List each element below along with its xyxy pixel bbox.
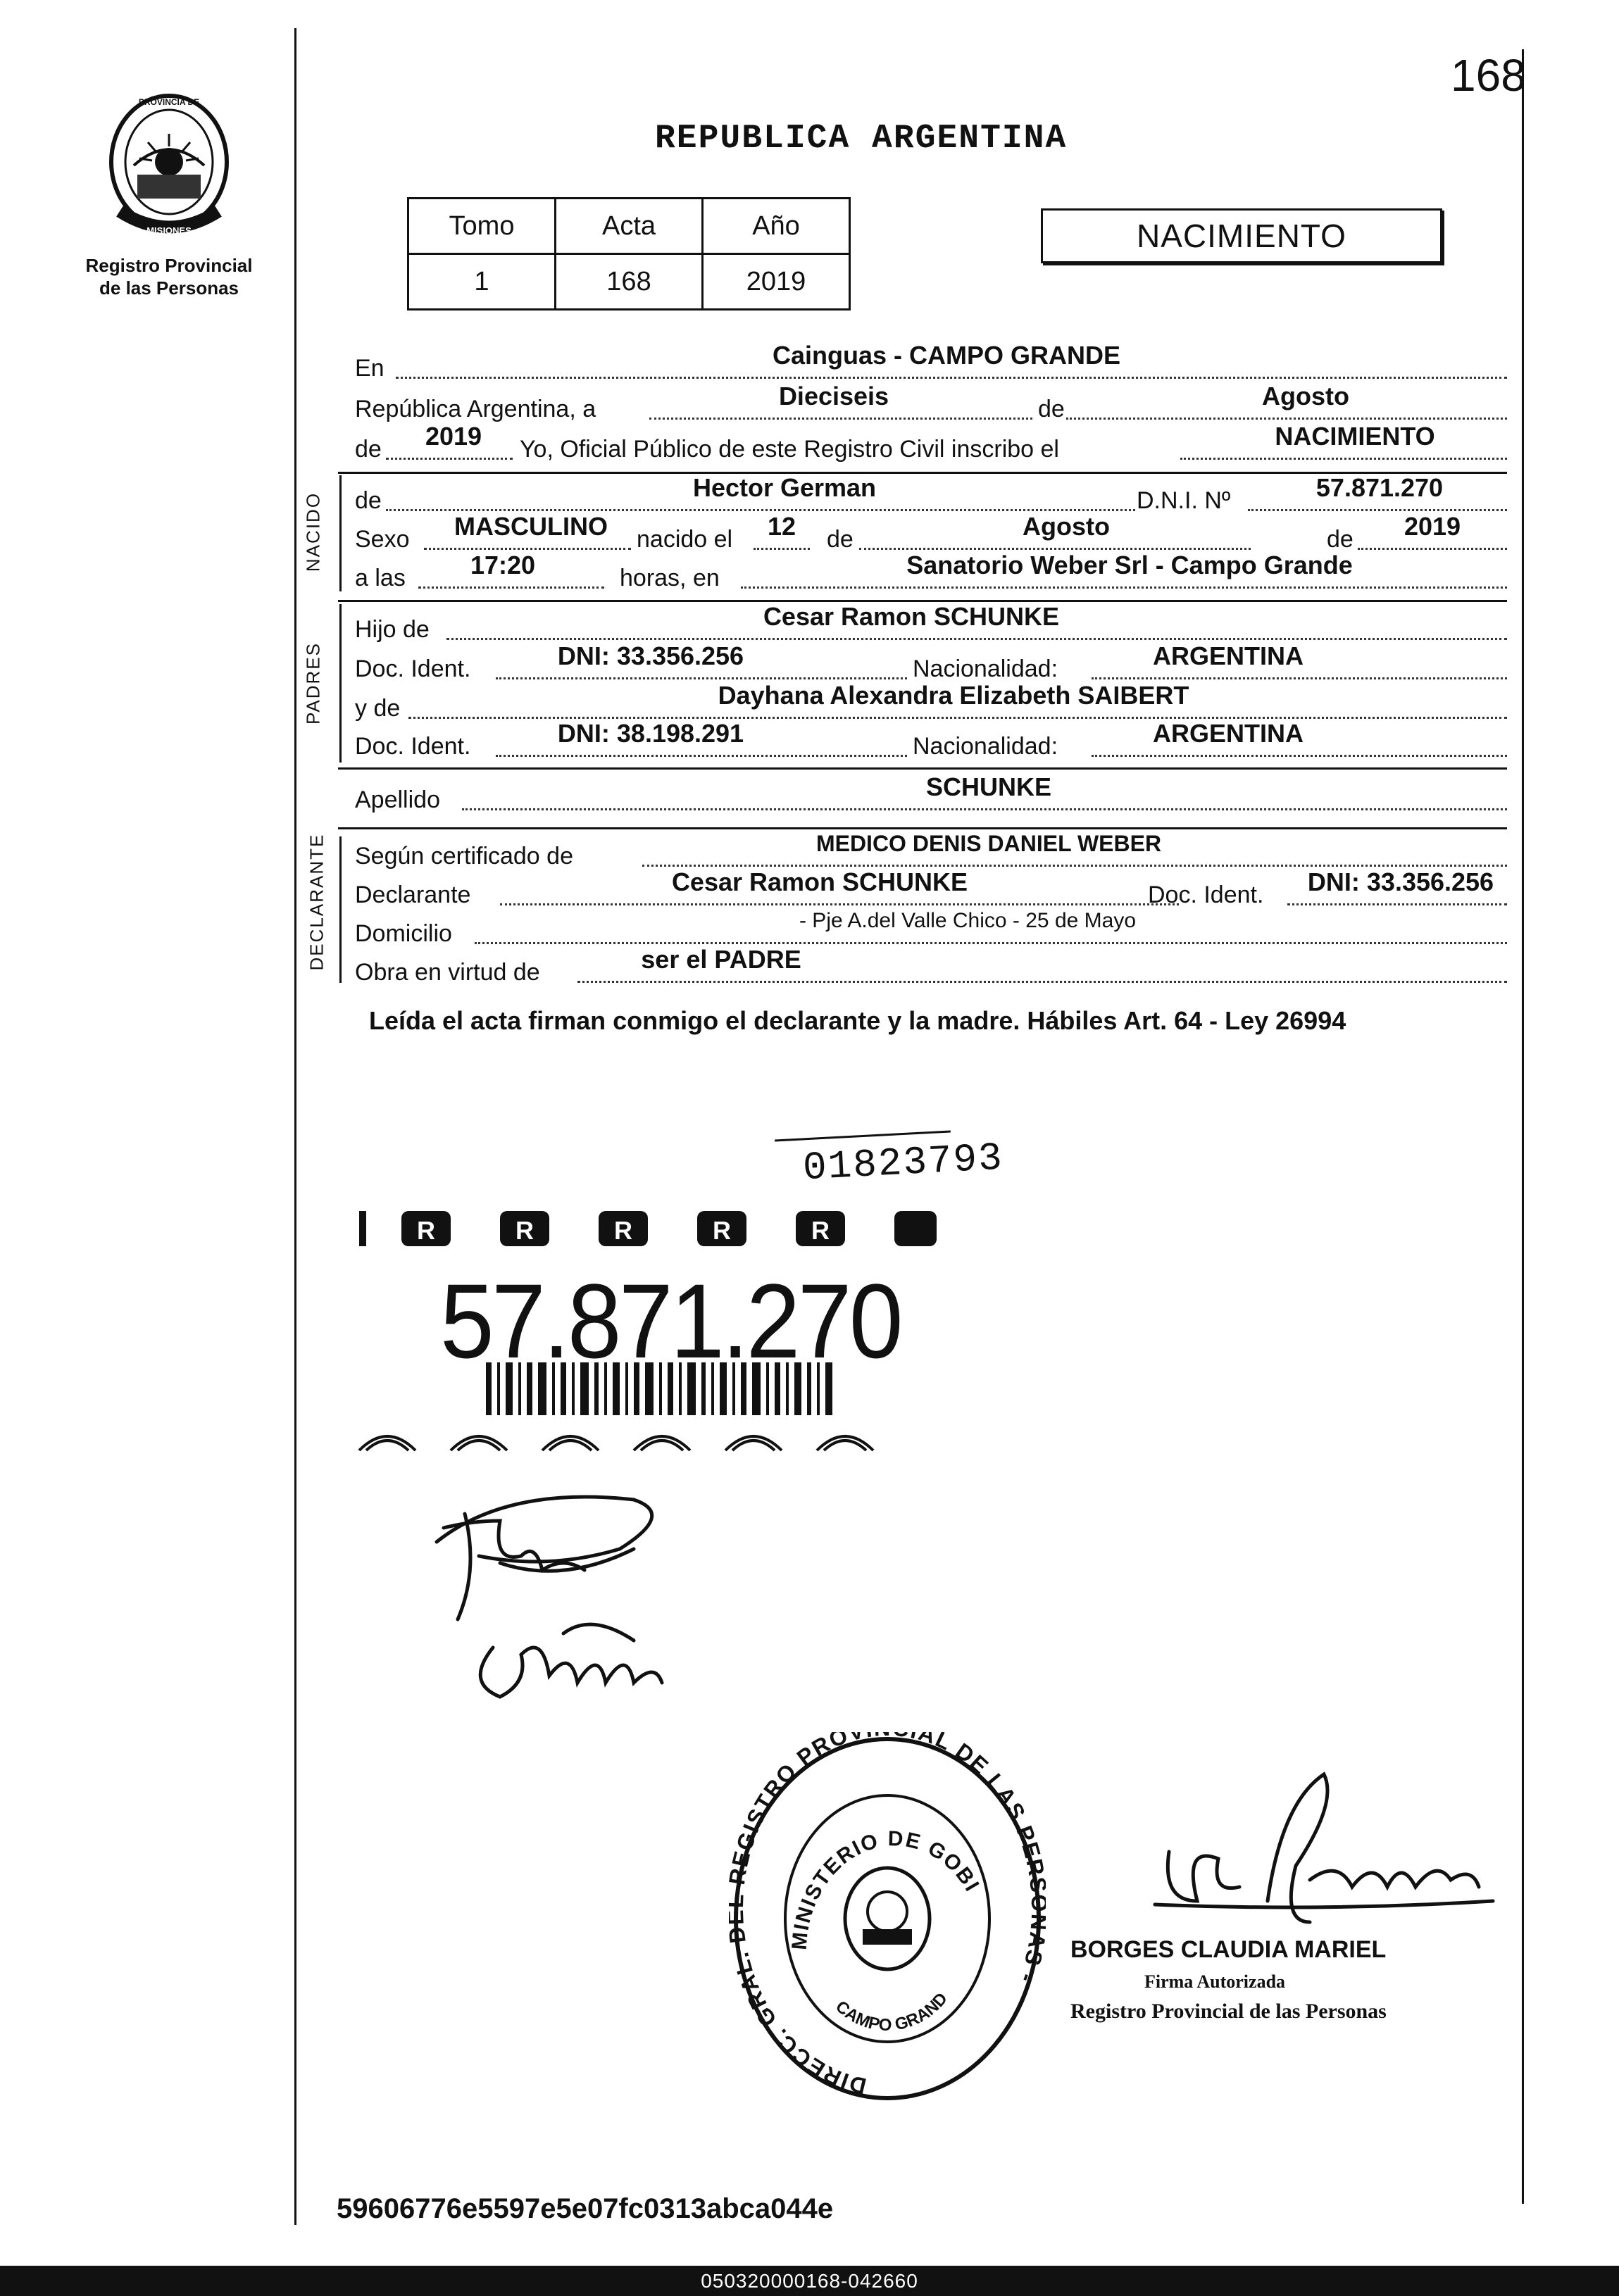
- seal-outer-text: DIRECC. GRAL. EGISTRO PRO AL DE LAS PE S -: [729, 1732, 1046, 2100]
- value-mother-doc: DNI: 38.198.291: [557, 719, 744, 748]
- registry-table: [407, 197, 851, 310]
- label-a-las: a las: [355, 565, 406, 591]
- nacido-label: NACIDO: [302, 491, 324, 572]
- label-horas: horas, en: [620, 565, 720, 591]
- registry-header-ano: Año: [703, 199, 850, 254]
- value-mother-name: Dayhana Alexandra Elizabeth SAIBERT: [718, 681, 1189, 710]
- dotted-line: [1180, 458, 1507, 460]
- dotted-line: [649, 418, 1032, 420]
- declarante-bar: [339, 836, 342, 983]
- value-sexo: MASCULINO: [454, 512, 608, 541]
- label-nacido-el: nacido el: [637, 526, 733, 553]
- label-y-de: y de: [355, 695, 401, 722]
- svg-text:R: R: [713, 1216, 731, 1245]
- value-domicilio: - Pje A.del Valle Chico - 25 de Mayo: [799, 909, 1137, 932]
- section-divider: [338, 767, 1507, 770]
- declarante-label: DECLARANTE: [306, 833, 327, 971]
- svg-text:R: R: [417, 1216, 435, 1245]
- value-certificado: MEDICO DENIS DANIEL WEBER: [815, 831, 1162, 856]
- value-child-dni: 57.871.270: [1315, 473, 1444, 502]
- value-mother-nationality: ARGENTINA: [1153, 719, 1304, 748]
- label-apellido: Apellido: [355, 786, 440, 813]
- signer-office: Registro Provincial de las Personas: [1070, 2000, 1387, 2023]
- dotted-line: [462, 808, 1507, 810]
- dotted-line: [1092, 677, 1507, 679]
- country-title: REPUBLICA ARGENTINA: [655, 120, 1068, 158]
- dotted-line: [496, 677, 907, 679]
- dotted-line: [1287, 903, 1507, 905]
- logo-caption-2: de las Personas: [99, 277, 239, 299]
- dotted-line: [741, 586, 1507, 589]
- value-birth-month: Agosto: [1023, 512, 1110, 541]
- record-type-box: NACIMIENTO: [1041, 208, 1442, 263]
- control-number: 01823793: [801, 1135, 1005, 1191]
- right-margin-rule: [1522, 49, 1524, 2204]
- label-nacionalidad: Nacionalidad:: [913, 655, 1058, 682]
- nacido-bar: [339, 475, 342, 591]
- value-month: Agosto: [1262, 382, 1349, 410]
- label-doc-ident: Doc. Ident.: [355, 733, 471, 760]
- signature-declarante: [423, 1472, 704, 1718]
- label-en: En: [355, 355, 385, 382]
- label-obra: Obra en virtud de: [355, 959, 540, 986]
- value-birth-time: 17:20: [470, 551, 536, 579]
- value-birth-year: 2019: [1404, 512, 1461, 541]
- registry-value-tomo: 1: [408, 254, 556, 310]
- dotted-line: [577, 981, 1507, 983]
- dotted-line: [418, 586, 604, 589]
- registry-header-acta: Acta: [556, 199, 703, 254]
- value-act: NACIMIENTO: [1275, 422, 1435, 451]
- label-doc-ident: Doc. Ident.: [355, 655, 471, 682]
- padres-bar: [339, 604, 342, 763]
- dotted-line: [396, 377, 1507, 379]
- label-de-2: de: [355, 436, 382, 463]
- registry-value-ano: 2019: [703, 254, 850, 310]
- left-margin-rule: [294, 28, 296, 2225]
- page-number: 168: [1451, 50, 1526, 101]
- value-father-doc: DNI: 33.356.256: [557, 641, 744, 670]
- padres-label: PADRES: [302, 642, 324, 724]
- registry-value-acta: 168: [556, 254, 703, 310]
- closing-statement: Leída el acta firman conmigo el declarante y la madre. Hábiles Art. 64 - Ley 26994: [369, 1006, 1346, 1035]
- signature-authorized: [1141, 1760, 1507, 1943]
- official-seal: [729, 1732, 1046, 2105]
- label-nacionalidad: Nacionalidad:: [913, 733, 1058, 760]
- value-year: 2019: [425, 422, 482, 451]
- value-father-name: Cesar Ramon SCHUNKE: [763, 602, 1060, 631]
- logo-ring-top: PROVINCIA DE: [138, 97, 200, 107]
- id-sticker-number: 57.871.270: [440, 1262, 901, 1380]
- value-birth-day: 12: [767, 512, 796, 541]
- value-birth-place: Sanatorio Weber Srl - Campo Grande: [906, 551, 1353, 579]
- logo-caption-1: Registro Provincial: [85, 255, 253, 276]
- signer-name: BORGES CLAUDIA MARIEL: [1070, 1936, 1387, 1963]
- seal-bottom-text: CAMPO GRAND: [832, 1989, 951, 2035]
- value-apellido: SCHUNKE: [925, 772, 1051, 801]
- svg-text:R: R: [811, 1216, 830, 1245]
- svg-text:R: R: [614, 1216, 632, 1245]
- value-declarante-name: Cesar Ramon SCHUNKE: [671, 867, 968, 896]
- label-hijo-de: Hijo de: [355, 616, 430, 643]
- seal-inner-text: MINISTERIO DE GOBI: [787, 1827, 984, 1951]
- label-declarante: Declarante: [355, 882, 471, 908]
- value-day: Dieciseis: [778, 382, 889, 410]
- label-sexo: Sexo: [355, 526, 410, 553]
- value-obra: ser el PADRE: [641, 945, 801, 974]
- document-hash: 59606776e5597e5e07fc0313abca044e: [337, 2193, 834, 2224]
- dotted-line: [446, 638, 1507, 640]
- value-father-nationality: ARGENTINA: [1153, 641, 1304, 670]
- label-domicilio: Domicilio: [355, 920, 452, 947]
- label-de: de: [827, 526, 854, 553]
- value-place: Cainguas - CAMPO GRANDE: [772, 341, 1121, 370]
- label-republica: República Argentina, a: [355, 396, 596, 422]
- logo-ring-bottom: MISIONES: [146, 225, 192, 236]
- dotted-line: [386, 458, 513, 460]
- label-de: de: [1327, 526, 1354, 553]
- registry-header-tomo: Tomo: [408, 199, 556, 254]
- value-declarante-doc: DNI: 33.356.256: [1307, 867, 1494, 896]
- value-child-name: Hector German: [692, 473, 877, 502]
- signer-role: Firma Autorizada: [1144, 1971, 1286, 1992]
- footer-code: 050320000168-042660: [0, 2266, 1619, 2296]
- label-de: de: [1038, 396, 1065, 422]
- province-logo: [106, 92, 232, 246]
- label-de: de: [355, 487, 382, 514]
- dotted-line: [754, 548, 810, 550]
- svg-text:R: R: [515, 1216, 534, 1245]
- label-dni: D.N.I. Nº: [1137, 487, 1231, 514]
- label-doc-ident: Doc. Ident.: [1148, 882, 1264, 908]
- dotted-line: [1092, 755, 1507, 757]
- dotted-line: [496, 755, 907, 757]
- dotted-line: [1066, 418, 1507, 420]
- label-yo: Yo, Oficial Público de este Registro Civil inscribo el: [520, 436, 1059, 463]
- label-segun-certificado: Según certificado de: [355, 843, 573, 870]
